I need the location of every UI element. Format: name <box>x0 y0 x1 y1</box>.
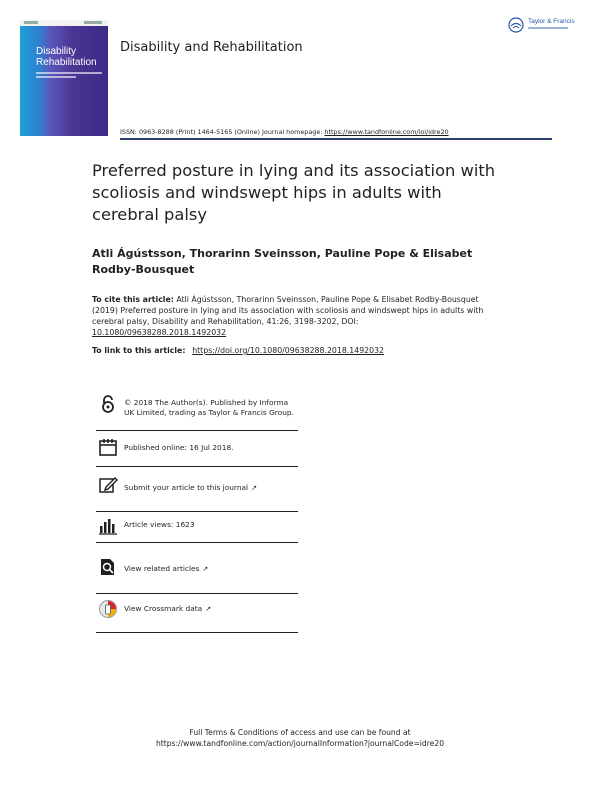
search-document-icon <box>98 557 118 577</box>
footer-terms-link[interactable]: https://www.tandfonline.com/action/journalInformation?journalCode=idre20 <box>155 739 445 748</box>
article-link-line <box>92 346 384 355</box>
terms-footer <box>0 727 600 749</box>
external-link-icon: ↗ <box>205 605 212 613</box>
calendar-icon <box>98 437 118 457</box>
external-link-icon: ↗ <box>202 565 209 573</box>
issn-text: ISSN: 0963-8288 (Print) 1464-5165 (Online) Journal homepage: <box>120 128 325 136</box>
crossmark-label: View Crossmark data <box>124 604 203 613</box>
article-url-link[interactable]: https://doi.org/10.1080/09638288.2018.1492032 <box>192 346 384 355</box>
edit-icon <box>98 475 118 495</box>
publisher-logo-text: Taylor & Francis <box>528 18 575 25</box>
open-access-row <box>96 390 298 431</box>
article-authors: Atli Ágústsson, Thorarinn Sveinsson, Pauline Pope & Elisabet Rodby-Bousquet <box>92 247 473 276</box>
cite-label: To cite this article: <box>92 295 174 304</box>
article-views: Article views: 1623 <box>124 520 195 529</box>
footer-line-1: Full Terms & Conditions of access and use can be found at <box>189 728 411 737</box>
publisher-logo[interactable] <box>508 16 582 38</box>
doi-link[interactable]: 10.1080/09638288.2018.1492032 <box>92 328 227 337</box>
submit-article-row[interactable] <box>96 467 298 512</box>
cover-title: Disability Rehabilitation <box>36 46 97 68</box>
link-label: To link to this article: <box>92 346 189 355</box>
published-date: Published online: 16 Jul 2018. <box>124 443 234 452</box>
related-articles-link[interactable] <box>124 564 296 574</box>
journal-cover-image <box>20 20 108 136</box>
published-row <box>96 431 298 467</box>
journal-homepage-link[interactable]: https://www.tandfonline.com/loi/idre20 <box>324 128 449 136</box>
related-articles-row[interactable] <box>96 543 298 594</box>
issn-line <box>120 128 449 136</box>
external-link-icon: ↗ <box>251 484 257 492</box>
views-row <box>96 512 298 543</box>
license-text: © 2018 The Author(s). Published by Informa UK Limited, trading as Taylor & Francis Group. <box>124 398 294 417</box>
bar-chart-icon <box>98 516 118 536</box>
crossmark-icon <box>98 599 118 619</box>
header-rule <box>120 138 552 140</box>
journal-name: Disability and Rehabilitation <box>120 40 303 55</box>
submit-article-link[interactable] <box>124 483 296 493</box>
citation-block <box>92 294 492 338</box>
publisher-logo-icon <box>508 16 524 34</box>
crossmark-link[interactable] <box>124 604 296 614</box>
open-access-icon <box>98 394 118 414</box>
related-articles-label: View related articles <box>124 564 200 573</box>
article-title: Preferred posture in lying and its association with scoliosis and windswept hips in adults with cerebral palsy <box>92 161 496 224</box>
submit-article-label: Submit your article to this journal <box>124 483 249 492</box>
crossmark-row[interactable] <box>96 594 298 633</box>
cite-text: Atli Ágústsson, Thorarinn Sveinsson, Pauline Pope & Elisabet Rodby-Bousquet (2019) Preferred posture in lying and its association with scoliosis and windswept hips in adults with cerebral palsy, Disability and Rehabilitation, 41:26, 3198-3202, DOI: <box>92 295 484 326</box>
